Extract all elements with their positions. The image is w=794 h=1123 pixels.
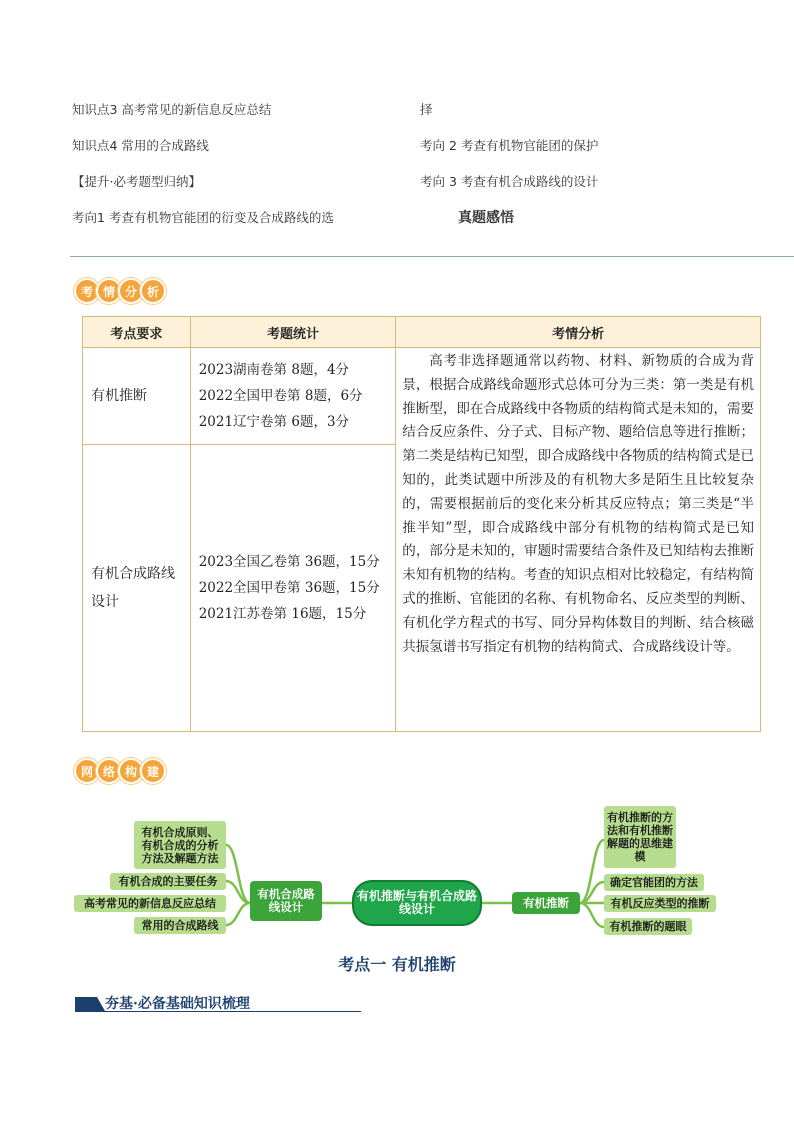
- stat-line: 2022全国甲卷第 8题，6分: [198, 388, 363, 404]
- badge-char: 网: [74, 758, 100, 784]
- mindmap-leaf: 高考常见的新信息反应总结: [74, 895, 226, 912]
- mindmap-leaf: 有机合成的主要任务: [110, 873, 226, 890]
- section-badge-wangluo: [74, 758, 162, 784]
- mindmap-leaf: 有机推断的方法和有机推断解题的思维建模: [604, 806, 676, 868]
- stat-line: 2021江苏卷第 16题，15分: [198, 606, 367, 622]
- connector: [226, 903, 250, 925]
- divider: [70, 256, 794, 257]
- table-cell-stats: [190, 445, 396, 732]
- badge-char: 情: [96, 278, 122, 304]
- table-header: 考题统计: [190, 317, 396, 348]
- section-title-kaodian: 考点一 有机推断: [338, 955, 456, 974]
- badge-char: 析: [140, 278, 166, 304]
- toc-item[interactable]: 择: [420, 102, 433, 117]
- toc-item[interactable]: 【提升·必考题型归纳】: [72, 174, 201, 189]
- table-cell-req: 有机推断: [83, 348, 191, 445]
- table-cell-analysis: 高考非选择题通常以药物、材料、新物质的合成为背景，根据合成路线命题形式总体可分为三类：第一类是有机推断型，即在合成路线中各物质的结构简式是未知的，需要结合反应条件、分子式、目标产物、题给信息等进行推断；第二类是结构已知型，即合成路线中各物质的结构简式是已知的，此类试题中所涉及的有机物大多是陌生且比较复杂的，需要根据前后的变化来分析其反应特点；第三类是“半推半知”型，即合成路线中部分有机物的结构简式是已知的，部分是未知的，审题时需要结合条件及已知结构去推断未知有机物的结构。考查的知识点相对比较稳定，有结构简式的推断、官能团的名称、有机物命名、反应类型的判断、有机化学方程式的书写、同分异构体数目的判断、结合核磁共振氢谱书写指定有机物的结构简式、合成路线设计等。: [396, 348, 761, 732]
- stat-line: 2023全国乙卷第 36题，15分: [198, 554, 380, 570]
- table-header: 考点要求: [83, 317, 191, 348]
- badge-char: 考: [74, 278, 100, 304]
- mindmap-leaf: 有机推断的题眼: [604, 918, 692, 935]
- badge-char: 络: [96, 758, 122, 784]
- connector: [580, 903, 604, 927]
- toc-item[interactable]: 知识点4 常用的合成路线: [72, 138, 209, 153]
- toc-item-zhenti[interactable]: 真题感悟: [458, 210, 514, 226]
- toc-item[interactable]: 考向 3 考查有机合成路线的设计: [420, 174, 599, 189]
- badge-char: 分: [118, 278, 144, 304]
- badge-char: 构: [118, 758, 144, 784]
- table-cell-stats: [190, 348, 396, 445]
- toc-item[interactable]: 考向 2 考查有机物官能团的保护: [420, 138, 599, 153]
- table-header: 考情分析: [396, 317, 761, 348]
- mindmap-branch-inference: 有机推断: [512, 892, 580, 914]
- toc-item[interactable]: 知识点3 高考常见的新信息反应总结: [72, 102, 272, 117]
- subheader-title: 夯基·必备基础知识梳理: [105, 996, 250, 1012]
- exam-analysis-table: [82, 316, 761, 732]
- mindmap-leaf: 有机反应类型的推断: [604, 895, 716, 912]
- stat-line: 2023湖南卷第 8题，4分: [198, 362, 350, 378]
- toc-item[interactable]: 考向1 考查有机物官能团的衍变及合成路线的选: [72, 210, 334, 225]
- mindmap-center: 有机推断与有机合成路线设计: [352, 880, 482, 926]
- mindmap-branch-synthesis: 有机合成路线设计: [250, 881, 322, 921]
- section-badge-kaoqing: [74, 278, 162, 304]
- mindmap-leaf: 常用的合成路线: [134, 917, 226, 934]
- mindmap-leaf: 有机合成原则、有机合成的分析方法及解题方法: [134, 821, 226, 869]
- badge-char: 建: [140, 758, 166, 784]
- stat-line: 2021辽宁卷第 6题，3分: [198, 414, 350, 430]
- stat-line: 2022全国甲卷第 36题，15分: [198, 580, 380, 596]
- table-cell-req: 有机合成路线设计: [83, 445, 191, 732]
- mindmap-leaf: 确定官能团的方法: [604, 874, 704, 891]
